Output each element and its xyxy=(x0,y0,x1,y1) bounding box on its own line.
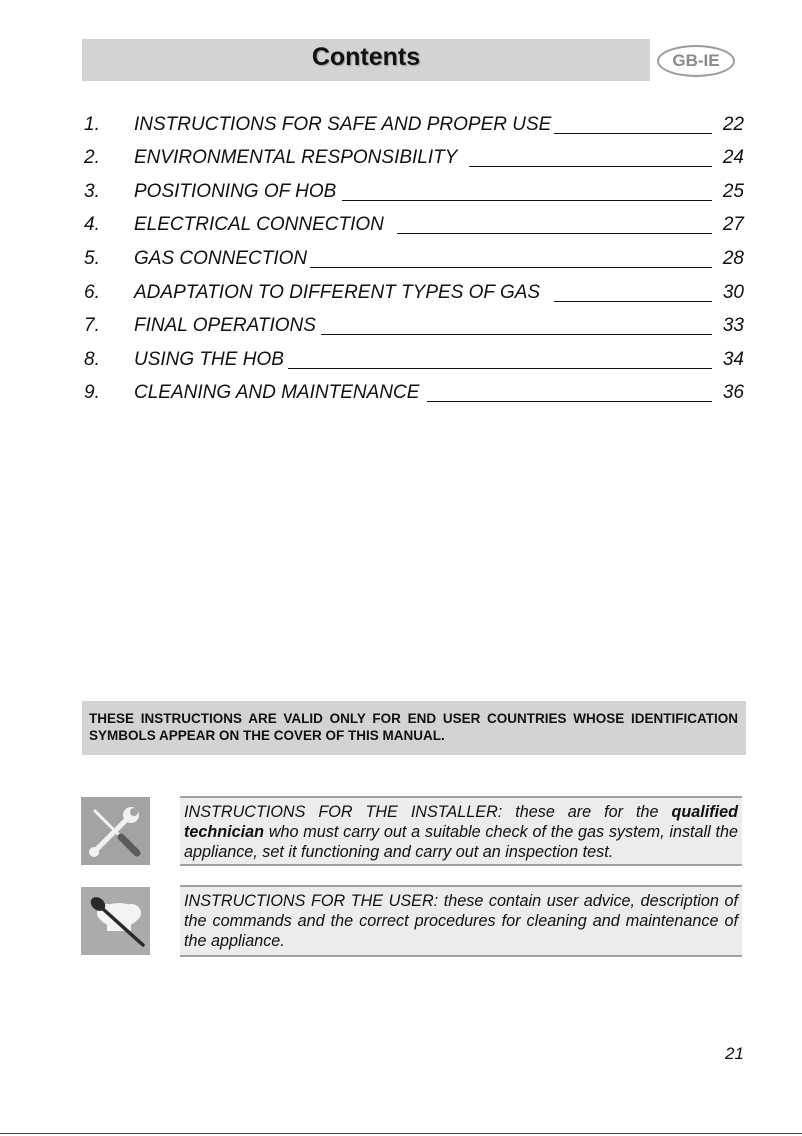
toc-page: 33 xyxy=(722,315,744,336)
toc-entry[interactable] xyxy=(84,380,744,406)
toc-leader xyxy=(310,267,712,268)
toc-title: POSITIONING OF HOB xyxy=(134,181,337,202)
toc-entry[interactable] xyxy=(84,179,744,205)
toc-number: 4. xyxy=(84,214,100,235)
toc-title: GAS CONNECTION xyxy=(134,248,308,269)
toc-entry[interactable] xyxy=(84,347,744,373)
bottom-rule xyxy=(0,1133,802,1134)
toc-number: 8. xyxy=(84,349,100,370)
installer-bold-qualified: qualified xyxy=(671,803,738,821)
toc-leader xyxy=(397,233,712,234)
toc-title: CLEANING AND MAINTENANCE xyxy=(134,382,420,403)
toc-number: 7. xyxy=(84,315,100,336)
validity-notice: THESE INSTRUCTIONS ARE VALID ONLY FOR END USER COUNTRIES WHOSE IDENTIFICATION SYMBOLS APPEAR ON THE COVER OF THIS MANUAL. xyxy=(82,701,746,755)
toc-title: ELECTRICAL CONNECTION xyxy=(134,214,384,235)
toc-page: 36 xyxy=(722,382,744,403)
installer-bold-technician: technician xyxy=(184,823,265,841)
toc-entry[interactable] xyxy=(84,212,744,238)
toc-leader xyxy=(321,334,712,335)
toc-number: 6. xyxy=(84,282,100,303)
toc-leader xyxy=(427,401,712,402)
toc-page: 25 xyxy=(722,181,744,202)
toc-entry[interactable] xyxy=(84,145,744,171)
toc-number: 9. xyxy=(84,382,100,403)
title-bar xyxy=(82,39,650,81)
chef-spoon-icon xyxy=(81,887,150,955)
toc-page: 24 xyxy=(722,147,744,168)
toc-number: 1. xyxy=(84,114,100,135)
toc-entry[interactable] xyxy=(84,112,744,138)
toc-leader xyxy=(554,301,712,302)
toc-leader xyxy=(469,166,712,167)
installer-text-before: INSTRUCTIONS FOR THE INSTALLER: these are for the xyxy=(184,803,672,821)
toc-entry[interactable] xyxy=(84,246,744,272)
toc-title: ADAPTATION TO DIFFERENT TYPES OF GAS xyxy=(134,282,541,303)
toc-title: USING THE HOB xyxy=(134,349,284,370)
toc-page: 27 xyxy=(722,214,744,235)
user-instructions: INSTRUCTIONS FOR THE USER: these contain user advice, description of the commands and the correct procedures for cleaning and maintenance of the appliance. xyxy=(180,885,742,957)
toc-title: ENVIRONMENTAL RESPONSIBILITY xyxy=(134,147,458,168)
page-number: 21 xyxy=(725,1044,744,1063)
page-title: Contents xyxy=(311,43,421,71)
toc-number: 3. xyxy=(84,181,100,202)
toc-leader xyxy=(288,368,712,369)
tools-icon xyxy=(81,797,150,865)
toc-page: 30 xyxy=(722,282,744,303)
toc-entry[interactable] xyxy=(84,280,744,306)
language-badge: GB-IE xyxy=(657,45,735,77)
installer-instructions xyxy=(180,796,742,866)
toc-page: 34 xyxy=(722,349,744,370)
toc-number: 5. xyxy=(84,248,100,269)
toc-leader xyxy=(554,133,712,134)
toc-page: 22 xyxy=(722,114,744,135)
toc-entry[interactable] xyxy=(84,313,744,339)
toc-title: FINAL OPERATIONS xyxy=(134,315,316,336)
toc-number: 2. xyxy=(84,147,100,168)
toc-title: INSTRUCTIONS FOR SAFE AND PROPER USE xyxy=(134,114,552,135)
toc-page: 28 xyxy=(722,248,744,269)
toc-leader xyxy=(342,200,712,201)
installer-text-after: who must carry out a suitable check of the gas system, install the appliance, set it functioning and carry out an inspection test. xyxy=(184,823,738,861)
